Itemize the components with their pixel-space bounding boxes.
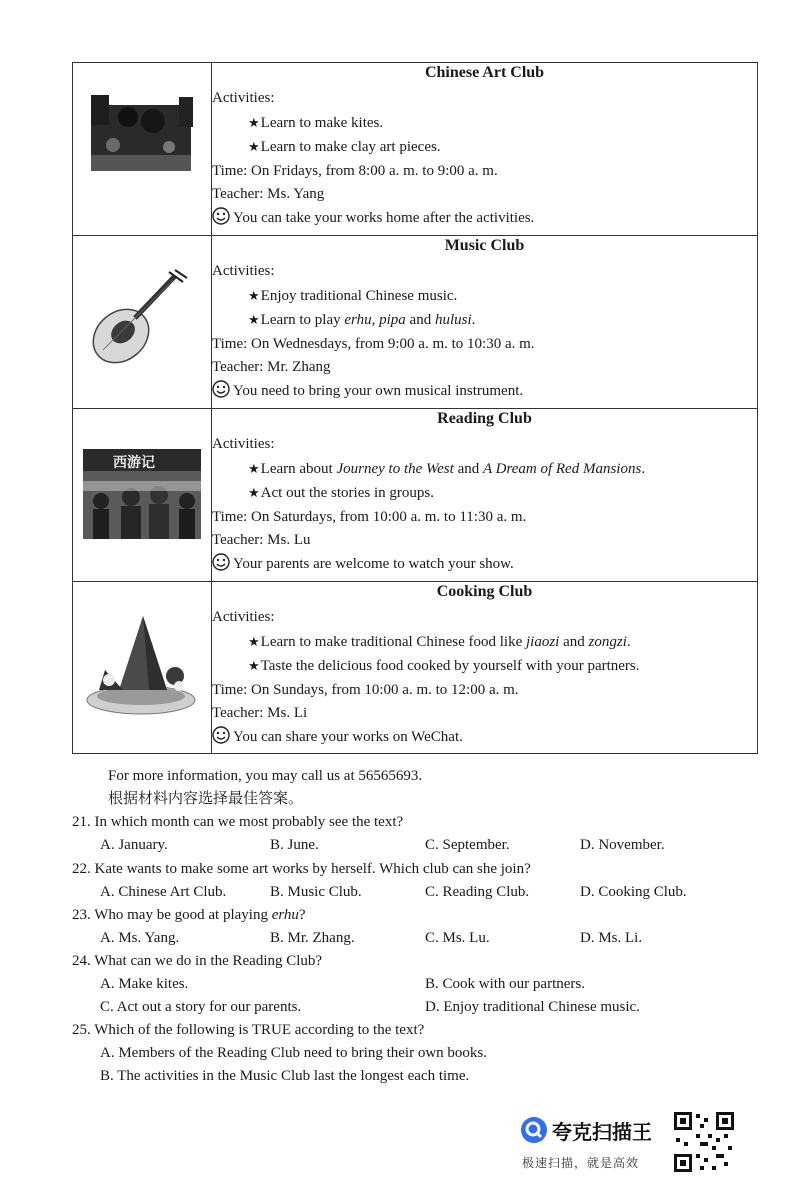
activity-text: [261, 658, 640, 674]
text-segment: Learn to make traditional Chinese food like: [260, 633, 526, 650]
brand-name: 夸克扫描王: [552, 1120, 652, 1144]
club-info: [212, 582, 758, 754]
question-23-post: ?: [298, 907, 306, 923]
club-teacher: Teacher: Ms. Yang: [212, 186, 325, 203]
option-24c: C. Act out a story for our parents.: [100, 999, 302, 1015]
club-time: Time: On Wednesdays, from 9:00 a. m. to 10:30 a. m.: [212, 335, 535, 352]
text-segment: and: [559, 633, 589, 650]
club-row-cooking: [73, 582, 758, 754]
text-segment: Enjoy traditional Chinese music.: [260, 287, 458, 304]
text-segment: .: [641, 460, 646, 477]
star-icon: ★: [248, 633, 260, 649]
option-25a: A. Members of the Reading Club need to bring their own books.: [100, 1045, 488, 1061]
club-title: Music Club: [444, 237, 525, 254]
club-note: [212, 726, 757, 750]
activity-text: [261, 288, 458, 304]
club-time: Time: On Fridays, from 8:00 a. m. to 9:00 a. m.: [212, 162, 498, 179]
zongzi-photo: [83, 614, 201, 719]
activity-text: [261, 312, 476, 328]
option-24d: D. Enjoy traditional Chinese music.: [425, 999, 640, 1015]
club-note: [212, 380, 757, 404]
text-segment: Learn to make clay art pieces.: [260, 139, 441, 156]
activity-text: [261, 139, 441, 155]
question-23: [72, 905, 306, 925]
quark-logo-icon: [520, 1116, 548, 1144]
star-icon: ★: [248, 287, 260, 303]
activity-item: [212, 630, 757, 655]
option-22a: A. Chinese Art Club.: [100, 884, 227, 900]
club-info: [212, 409, 758, 582]
option-23b: B. Mr. Zhang.: [270, 930, 355, 946]
text-segment: Taste the delicious food cooked by yourself with your partners.: [260, 658, 640, 675]
smiley-icon: [212, 553, 230, 571]
club-teacher: Teacher: Mr. Zhang: [212, 359, 331, 376]
club-teacher: Teacher: Ms. Lu: [212, 532, 311, 549]
club-note-text: You can share your works on WeChat.: [233, 728, 463, 745]
club-image-cell: [73, 63, 212, 236]
text-segment: and: [453, 460, 483, 477]
club-time: Time: On Sundays, from 10:00 a. m. to 12:00 a. m.: [212, 681, 519, 698]
option-21d: D. November.: [580, 837, 665, 853]
activity-item: [212, 111, 757, 136]
question-25: 25. Which of the following is TRUE according to the text?: [72, 1022, 425, 1038]
option-23a: A. Ms. Yang.: [100, 930, 180, 946]
activities-label: Activities:: [212, 263, 275, 279]
text-segment: .: [471, 312, 476, 329]
journey-west-photo: [83, 441, 201, 546]
italic-text: pipa: [379, 312, 406, 329]
option-22d: D. Cooking Club.: [580, 884, 687, 900]
activity-text: [261, 461, 645, 477]
club-note: [212, 207, 757, 231]
club-row-music: [73, 236, 758, 409]
smiley-icon: [212, 380, 230, 398]
question-22: 22. Kate wants to make some art works by herself. Which club can she join?: [72, 861, 531, 877]
smiley-icon: [212, 207, 230, 225]
activity-text: [261, 634, 631, 650]
question-24: 24. What can we do in the Reading Club?: [72, 953, 323, 969]
club-row-reading: [73, 409, 758, 582]
club-info: [212, 63, 758, 236]
text-segment: .: [626, 633, 631, 650]
star-icon: ★: [248, 312, 260, 328]
club-note: [212, 553, 757, 577]
pipa-photo: [83, 268, 201, 373]
star-icon: ★: [248, 658, 260, 674]
question-23-pre: 23. Who may be good at playing: [72, 907, 272, 923]
text-segment: Learn about: [260, 460, 337, 477]
activity-text: [261, 485, 434, 501]
italic-text: jiaozi: [526, 633, 560, 650]
option-22b: B. Music Club.: [270, 884, 362, 900]
club-note-text: Your parents are welcome to watch your show.: [233, 555, 514, 572]
option-21a: A. January.: [100, 837, 168, 853]
instruction-line: 根据材料内容选择最佳答案。: [108, 791, 304, 807]
option-25b: B. The activities in the Music Club last the longest each time.: [100, 1068, 470, 1084]
activities-label: Activities:: [212, 90, 275, 106]
italic-text: zongzi: [588, 633, 627, 650]
star-icon: ★: [248, 114, 260, 130]
club-image-cell: [73, 409, 212, 582]
club-title: Cooking Club: [436, 583, 533, 600]
svg-text:西游记: 西游记: [113, 455, 155, 471]
scanner-watermark: [520, 1108, 770, 1178]
italic-text: hulusi: [434, 312, 472, 329]
option-24a: A. Make kites.: [100, 976, 189, 992]
option-23c: C. Ms. Lu.: [425, 930, 490, 946]
option-23d: D. Ms. Li.: [580, 930, 643, 946]
brand-line: [520, 1116, 652, 1145]
option-21b: B. June.: [270, 837, 319, 853]
qr-code-icon: [672, 1110, 736, 1174]
clubs-table: [72, 62, 758, 754]
activity-item: [212, 308, 757, 333]
club-title: Reading Club: [437, 410, 532, 427]
italic-text: erhu: [344, 312, 372, 329]
text-segment: and: [405, 312, 435, 329]
clay-art-photo: [83, 95, 201, 200]
star-icon: ★: [248, 460, 260, 476]
smiley-icon: [212, 726, 230, 744]
activities-label: Activities:: [212, 436, 275, 452]
italic-text: A Dream of Red Mansions: [482, 460, 642, 477]
star-icon: ★: [248, 485, 260, 501]
question-21: 21. In which month can we most probably see the text?: [72, 814, 404, 830]
club-image-cell: [73, 236, 212, 409]
club-title: Chinese Art Club: [424, 64, 545, 81]
activities-label: Activities:: [212, 609, 275, 625]
text-segment: Learn to make kites.: [260, 114, 384, 131]
star-icon: ★: [248, 139, 260, 155]
club-time: Time: On Saturdays, from 10:00 a. m. to 11:30 a. m.: [212, 508, 527, 525]
option-22c: C. Reading Club.: [425, 884, 530, 900]
club-info: [212, 236, 758, 409]
activity-item: [212, 481, 757, 506]
contact-line: For more information, you may call us at 56565693.: [108, 768, 423, 784]
activity-item: [212, 135, 757, 160]
club-image-cell: [73, 582, 212, 754]
brand-slogan: 极速扫描，就是高效: [522, 1156, 640, 1170]
club-teacher: Teacher: Ms. Li: [212, 705, 308, 722]
activity-item: [212, 284, 757, 309]
activity-item: [212, 654, 757, 679]
club-row-art: [73, 63, 758, 236]
question-23-em: erhu: [271, 907, 299, 923]
text-segment: Learn to play: [260, 312, 345, 329]
text-segment: Act out the stories in groups.: [260, 485, 434, 502]
text-segment: ,: [371, 312, 380, 329]
activity-item: [212, 457, 757, 482]
activity-text: [261, 115, 383, 131]
club-note-text: You need to bring your own musical instrument.: [233, 382, 524, 399]
option-24b: B. Cook with our partners.: [425, 976, 585, 992]
club-note-text: You can take your works home after the activities.: [233, 209, 535, 226]
italic-text: Journey to the West: [336, 460, 454, 477]
option-21c: C. September.: [425, 837, 510, 853]
